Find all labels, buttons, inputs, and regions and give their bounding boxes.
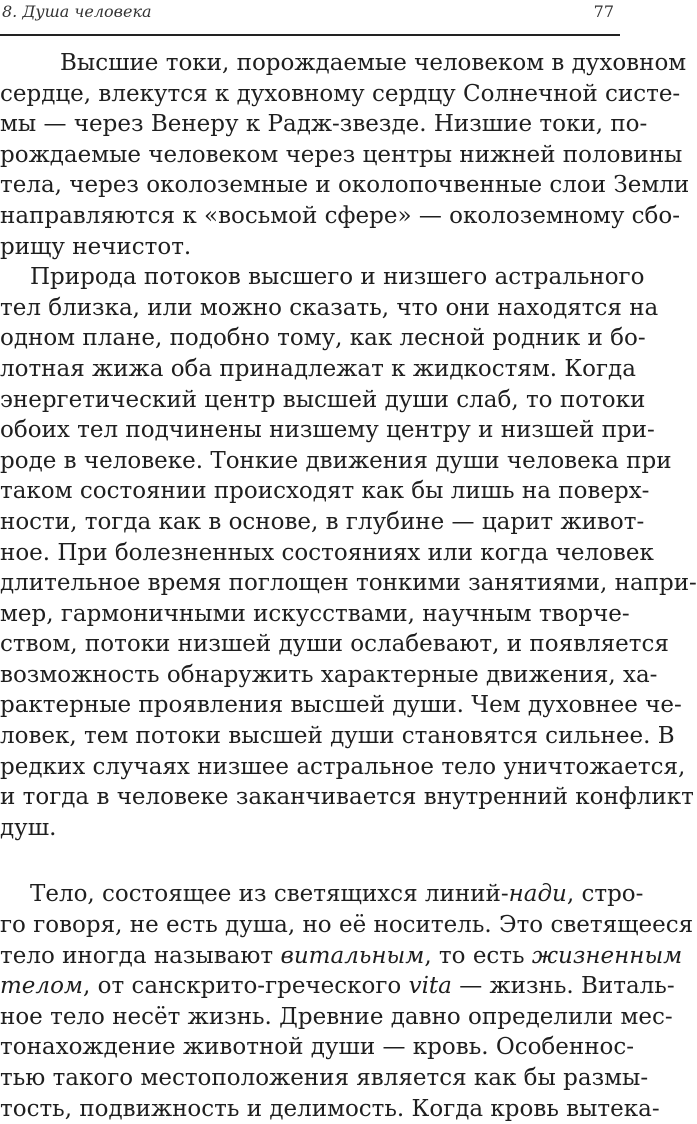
text-line	[0, 323, 646, 354]
text-span: редких случаях низшее астральное тело уничтожается,	[0, 753, 686, 780]
text-line	[0, 507, 645, 538]
text-span: душ.	[0, 814, 57, 841]
text-line	[0, 232, 620, 263]
page-header	[0, 0, 620, 36]
text-span: тела, через околоземные и околопочвенные слои Земли	[0, 172, 690, 199]
text-line	[0, 813, 620, 844]
text-span: ловек, тем потоки высшей души становятся сильнее. В	[0, 723, 675, 750]
text-line	[0, 1094, 660, 1124]
text-line	[0, 1002, 673, 1033]
text-line	[0, 170, 690, 201]
text-span: , от санскрито-греческого	[82, 973, 409, 1000]
text-span: тость, подвижность и делимость. Когда кровь вытека-	[0, 1095, 660, 1122]
text-line	[0, 599, 630, 630]
text-line	[0, 79, 681, 110]
text-span: тонахождение животной души — кровь. Особеннос-	[0, 1034, 635, 1061]
text-line	[0, 879, 644, 910]
text-line	[0, 354, 636, 385]
text-line	[0, 538, 654, 569]
text-line	[0, 752, 686, 783]
text-line	[0, 1032, 635, 1063]
italic-term: жизненным	[531, 942, 683, 969]
text-span: , стро-	[566, 881, 644, 908]
text-span: возможность обнаружить характерные движения, ха-	[0, 661, 658, 688]
text-span: Природа потоков высшего и низшего астрального	[30, 264, 645, 291]
text-span: ством, потоки низшей души ослабевают, и появляется	[0, 631, 669, 658]
text-span: рищу нечистот.	[0, 233, 192, 260]
text-span: ности, тогда как в основе, в глубине — царит живот-	[0, 508, 645, 535]
text-span: ное. При болезненных состояниях или когда человек	[0, 539, 654, 566]
italic-term: телом	[0, 973, 83, 1000]
text-span: — жизнь. Виталь-	[451, 973, 675, 1000]
text-line	[0, 629, 669, 660]
text-span: обоих тел подчинены низшему центру и низшей при-	[0, 417, 655, 444]
text-span: энергетический центр высшей души слаб, то потоки	[0, 386, 646, 413]
text-line	[0, 385, 646, 416]
text-span: сердце, влекутся к духовному сердцу Солнечной систе-	[0, 80, 681, 107]
text-line	[0, 941, 683, 972]
chapter-title: 8. Душа человека	[2, 2, 152, 21]
text-line	[0, 476, 650, 507]
text-span: лотная жижа оба принадлежат к жидкостям. Когда	[0, 355, 636, 382]
text-span: го говоря, не есть душа, но её носитель. Это светящееся	[0, 912, 694, 939]
text-span: и тогда в человеке заканчивается внутренний конфликт	[0, 784, 694, 811]
text-line	[0, 568, 697, 599]
text-line	[0, 48, 687, 79]
paragraph	[0, 262, 697, 843]
text-span: мер, гармоничными искусствами, научным творче-	[0, 600, 630, 627]
text-line	[0, 782, 694, 813]
text-span: Высшие токи, порождаемые человеком в духовном	[60, 50, 687, 76]
text-span: ное тело несёт жизнь. Древние давно определили мес-	[0, 1003, 673, 1030]
text-span: рождаемые человеком через центры нижней половины	[0, 141, 683, 168]
text-line	[0, 415, 655, 446]
text-line	[0, 201, 681, 232]
text-line	[0, 1063, 649, 1094]
paragraph	[0, 48, 690, 262]
text-span: направляются к «восьмой сфере» — околоземному сбо-	[0, 202, 681, 229]
text-line	[0, 262, 645, 293]
text-span: , то есть	[424, 942, 532, 969]
paragraph-gap	[0, 843, 620, 879]
text-span: роде в человеке. Тонкие движения души человека при	[0, 447, 672, 474]
text-line	[0, 910, 694, 941]
italic-term: витальным	[280, 942, 425, 969]
italic-term: нади	[508, 881, 567, 908]
text-line	[0, 660, 658, 691]
text-span: мы — через Венеру к Радж-звезде. Низшие токи, по-	[0, 111, 648, 138]
text-span: тел близка, или можно сказать, что они находятся на	[0, 294, 659, 321]
text-line	[0, 690, 682, 721]
text-span: рактерные проявления высшей души. Чем духовнее че-	[0, 692, 682, 719]
text-span: одном плане, подобно тому, как лесной родник и бо-	[0, 325, 646, 352]
text-span: Тело, состоящее из светящихся линий-	[30, 881, 509, 908]
text-span: тью такого местоположения является как бы размы-	[0, 1065, 649, 1091]
text-line	[0, 721, 675, 752]
text-span: длительное время поглощен тонкими занятиями, напри-	[0, 570, 697, 597]
page-body	[0, 48, 697, 1124]
paragraph	[0, 879, 694, 1124]
text-span: таком состоянии происходят как бы лишь на поверх-	[0, 478, 650, 505]
text-line	[0, 446, 672, 477]
italic-term: vita	[408, 973, 452, 1000]
text-line	[0, 293, 659, 324]
text-span: тело иногда называют	[0, 942, 281, 969]
page-number: 77	[593, 2, 614, 21]
text-line	[0, 971, 675, 1002]
text-line	[0, 109, 648, 140]
text-line	[0, 140, 683, 171]
